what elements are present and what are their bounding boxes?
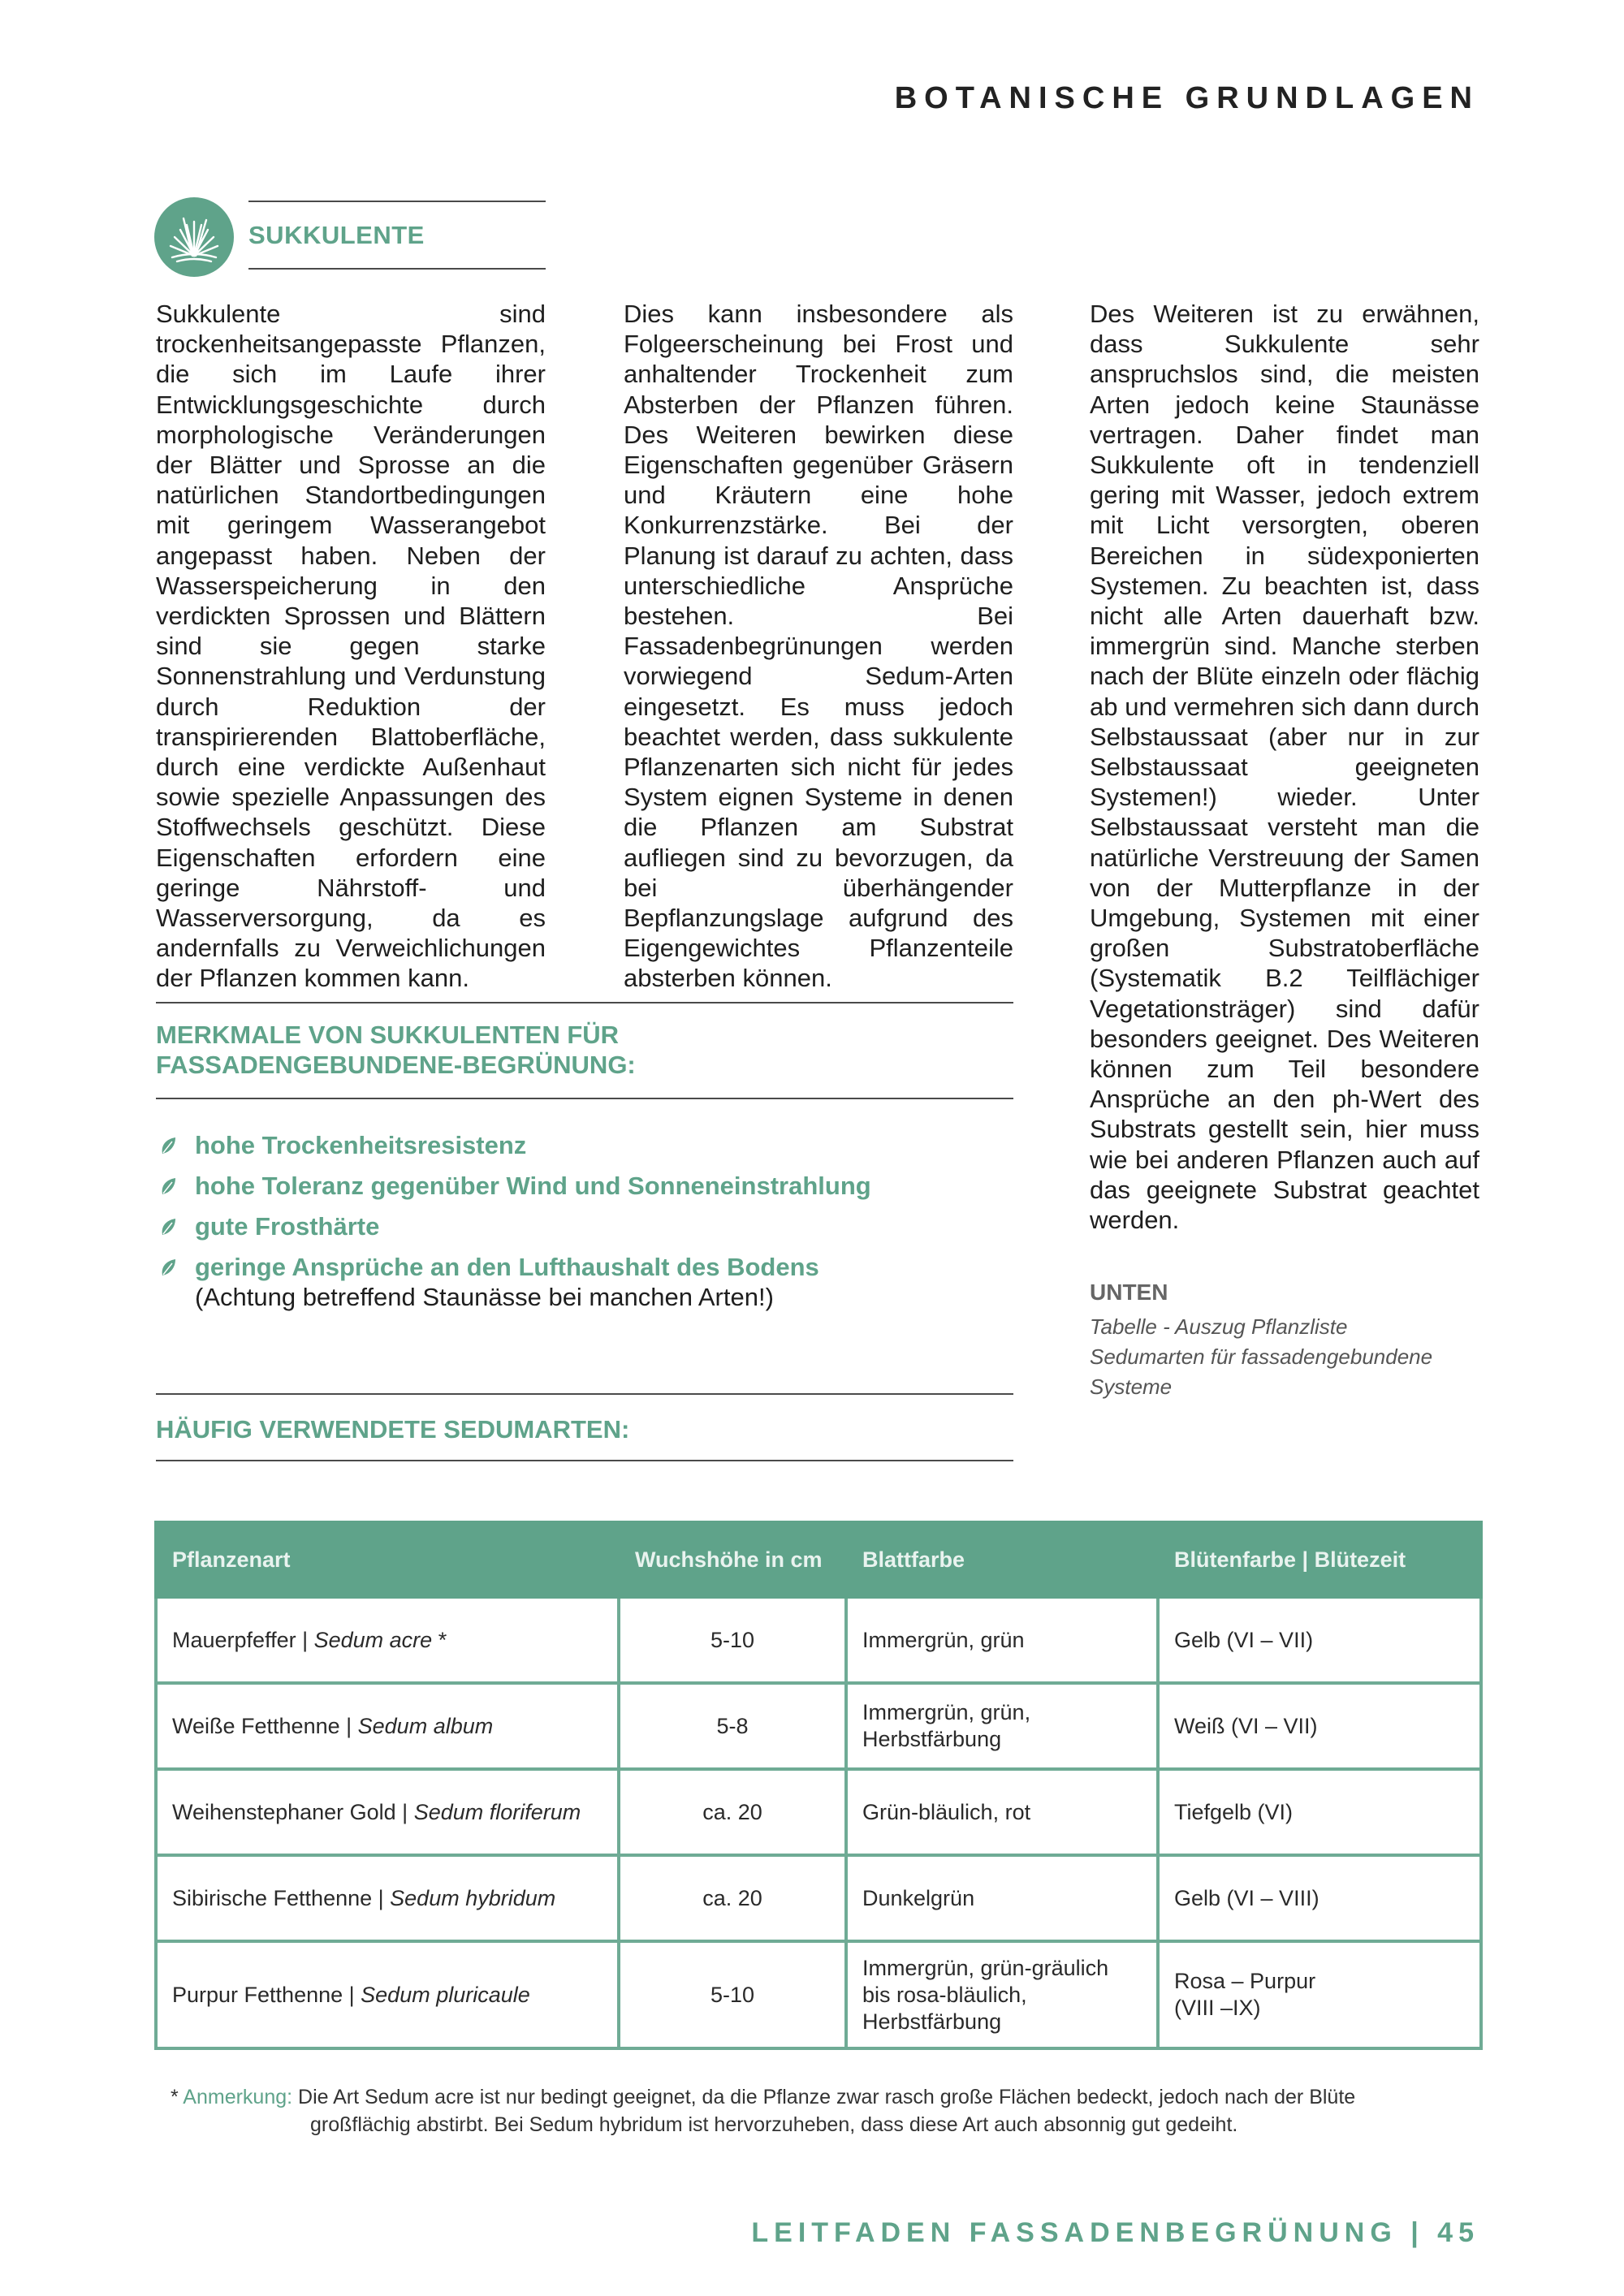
plant-common-name: Weihenstephaner Gold |: [172, 1799, 414, 1824]
leaf-line: Herbstfärbung: [862, 2009, 1002, 2034]
text-column-3: [1090, 299, 1479, 1235]
paragraph-col3: Des Weiteren ist zu erwähnen, dass Sukkulente sehr anspruchslos sind, die meisten Arten jedoch keine Staunässe vertragen. Daher findet man Sukkulente oft in tendenziell gering mit Wasser, jedoch extrem mit Licht versorgten, oberen Bereichen in südexponierten Systemen. Zu beachten ist, dass nicht alle Arten dauerhaft bzw. immergrün sind. Manche sterben nach der Blüte einzeln oder flächig ab und vermehren sich dann durch Selbstaussaat (aber nur in zur Selbstaussaat geeigneten Systemen!) wieder. Unter Selbstaussaat versteht man die natürliche Verstreuung der Samen von der Mutterpflanze in der Umgebung, Systemen mit einer großen Substratoberfläche (Systematik B.2 Teilflächiger Vegetationsträger) sind dafür besonders geeignet. Des Weiteren können zum Teil besondere Ansprüche an den ph-Wert des Substrats gestellt sein, hier muss wie bei anderen Pflanzen auch auf das geeignete Substrat geachtet werden.: [1090, 300, 1479, 1235]
leaf-line: Grün-bläulich, rot: [862, 1799, 1031, 1824]
sedum-heading: HÄUFIG VERWENDETE SEDUMARTEN:: [156, 1415, 630, 1444]
merkmale-heading-line1: MERKMALE VON SUKKULENTEN FÜR: [156, 1021, 620, 1049]
merkmale-heading-line2: FASSADENGEBUNDENE-BEGRÜNUNG:: [156, 1051, 636, 1079]
table-header-cell: Blütenfarbe | Blütezeit: [1158, 1522, 1481, 1597]
table-cell-height: 5-8: [619, 1683, 846, 1769]
sedum-table: [154, 1521, 1483, 2050]
table-cell-bloom: [1158, 1941, 1481, 2048]
leaf-bullet-icon: [159, 1176, 177, 1196]
table-cell-leaf: [846, 1941, 1158, 2048]
leaf-line: Herbstfärbung: [862, 1727, 1002, 1751]
table-cell-bloom: [1158, 1597, 1481, 1683]
text-column-1: [156, 299, 546, 994]
table-cell-leaf: [846, 1683, 1158, 1769]
plant-common-name: Purpur Fetthenne |: [172, 1982, 361, 2007]
page-header-title: BOTANISCHE GRUNDLAGEN: [894, 81, 1479, 115]
leaf-line: Immergrün, grün-gräulich: [862, 1955, 1109, 1980]
sedum-top-rule: [156, 1393, 1013, 1395]
table-header-cell: Wuchshöhe in cm: [619, 1522, 846, 1597]
caption-text: [1090, 1312, 1512, 1402]
text-column-2: [624, 299, 1013, 994]
table-cell-bloom: [1158, 1683, 1481, 1769]
caption-line: Sedumarten für fassadengebundene: [1090, 1344, 1433, 1369]
merkmale-top-rule: [156, 1002, 1013, 1003]
plant-common-name: Weiße Fetthenne |: [172, 1713, 358, 1738]
caption-line: Tabelle - Auszug Pflanzliste: [1090, 1314, 1348, 1339]
section-title: SUKKULENTE: [248, 221, 425, 249]
list-item-text: gute Frosthärte: [195, 1212, 380, 1241]
list-item: [156, 1171, 1017, 1201]
leaf-line: bis rosa-bläulich,: [862, 1982, 1027, 2007]
footnote-line2: großflächig abstirbt. Bei Sedum hybridum ist hervorzuheben, dass diese Art auch absonnig gut gedeiht.: [310, 2113, 1238, 2136]
table-row: [156, 1597, 1481, 1683]
table-row: [156, 1769, 1481, 1855]
table-row: [156, 1855, 1481, 1941]
plant-latin-name: Sedum floriferum: [413, 1799, 581, 1824]
plant-latin-name: Sedum acre: [313, 1627, 433, 1652]
table-footnote: [171, 2083, 1502, 2138]
plant-common-name: Sibirische Fetthenne |: [172, 1885, 391, 1910]
caption-label: UNTEN: [1090, 1280, 1168, 1305]
bloom-line: Rosa – Purpur: [1174, 1969, 1316, 1993]
leaf-line: Immergrün, grün: [862, 1627, 1025, 1652]
succulent-icon: [154, 197, 234, 277]
caption-line: Systeme: [1090, 1375, 1173, 1399]
table-cell-plant: [156, 1769, 619, 1855]
table-cell-plant: [156, 1597, 619, 1683]
footnote-star: *: [171, 2086, 184, 2108]
table-cell-leaf: [846, 1769, 1158, 1855]
table-row: [156, 1683, 1481, 1769]
bloom-line: Tiefgelb (VI): [1174, 1799, 1294, 1824]
list-item-text: geringe Ansprüche an den Lufthaushalt des Bodens: [195, 1253, 819, 1281]
table-cell-leaf: [846, 1597, 1158, 1683]
list-item: [156, 1130, 1017, 1160]
bloom-line: Gelb (VI – VIII): [1174, 1885, 1320, 1910]
paragraph-col1: Sukkulente sind trockenheitsangepasste Pflanzen, die sich im Laufe ihrer Entwicklungsgeschichte durch morphologische Veränderungen der Blätter und Sprosse an die natürlichen Standortbedingungen mit geringem Wasserangebot angepasst haben. Neben der Wasserspeicherung in den verdickten Sprossen und Blättern sind sie gegen starke Sonnenstrahlung und Verdunstung durch Reduktion der transpirierenden Blattoberfläche, durch eine verdickte Außenhaut sowie spezielle Anpassungen des Stoffwechsels geschützt. Diese Eigenschaften erfordern eine geringe Nährstoff- und Wasserversorgung, da es andernfalls zu Verweichlichungen der Pflanzen kommen kann.: [156, 300, 546, 993]
table-cell-height: ca. 20: [619, 1769, 846, 1855]
table-cell-height: 5-10: [619, 1597, 846, 1683]
list-item-note: (Achtung betreffend Staunässe bei manchen Arten!): [195, 1283, 774, 1311]
plant-note-marker: *: [432, 1627, 447, 1652]
plant-latin-name: Sedum album: [357, 1713, 494, 1738]
list-item-text: hohe Toleranz gegenüber Wind und Sonneneinstrahlung: [195, 1172, 871, 1200]
table-cell-plant: [156, 1683, 619, 1769]
section-title-bottom-rule: [248, 268, 546, 270]
plant-latin-name: Sedum hybridum: [390, 1885, 556, 1910]
sedum-bottom-rule: [156, 1460, 1013, 1461]
footnote-label: Anmerkung:: [183, 2086, 293, 2108]
list-item: [156, 1211, 1017, 1241]
table-cell-height: 5-10: [619, 1941, 846, 2048]
list-item-text: hohe Trockenheitsresistenz: [195, 1131, 527, 1159]
paragraph-col2: Dies kann insbesondere als Folgeerscheinung bei Frost und anhaltender Trockenheit zum Absterben der Pflanzen führen. Des Weiteren bewirken diese Eigenschaften gegenüber Gräsern und Kräutern eine hohe Konkurrenzstärke. Bei der Planung ist darauf zu achten, dass unterschiedliche Ansprüche bestehen. Bei Fassadenbegrünungen werden vorwiegend Sedum-Arten eingesetzt. Es muss jedoch beachtet werden, dass sukkulente Pflanzenarten sich nicht für jedes System eignen Systeme in denen die Pflanzen am Substrat aufliegen sind zu bevorzugen, da bei überhängender Bepflanzungslage aufgrund des Eigengewichtes Pflanzenteile absterben können.: [624, 300, 1013, 993]
page-footer: LEITFADEN FASSADENBEGRÜNUNG | 45: [751, 2217, 1479, 2248]
leaf-bullet-icon: [159, 1258, 177, 1277]
table-row: [156, 1941, 1481, 2048]
table-cell-plant: [156, 1941, 619, 2048]
leaf-line: Dunkelgrün: [862, 1885, 975, 1910]
table-cell-height: ca. 20: [619, 1855, 846, 1941]
table-cell-leaf: [846, 1855, 1158, 1941]
table-cell-bloom: [1158, 1855, 1481, 1941]
leaf-bullet-icon: [159, 1136, 177, 1155]
leaf-line: Immergrün, grün,: [862, 1700, 1031, 1724]
list-item: [156, 1252, 1017, 1312]
merkmale-bottom-rule: [156, 1098, 1013, 1099]
footnote-line1: Die Art Sedum acre ist nur bedingt geeignet, da die Pflanze zwar rasch große Flächen bedeckt, jedoch nach der Blüte: [292, 2086, 1356, 2108]
leaf-bullet-icon: [159, 1217, 177, 1236]
merkmale-heading: [156, 1020, 1013, 1080]
bloom-line: (VIII –IX): [1174, 1996, 1261, 2020]
bloom-line: Weiß (VI – VII): [1174, 1713, 1318, 1738]
plant-common-name: Mauerpfeffer |: [172, 1627, 314, 1652]
section-title-top-rule: [248, 201, 546, 202]
plant-latin-name: Sedum pluricaule: [361, 1982, 530, 2007]
table-header-cell: Pflanzenart: [156, 1522, 619, 1597]
table-cell-bloom: [1158, 1769, 1481, 1855]
bloom-line: Gelb (VI – VII): [1174, 1627, 1314, 1652]
table-cell-plant: [156, 1855, 619, 1941]
merkmale-list: [156, 1130, 1017, 1323]
table-header-cell: Blattfarbe: [846, 1522, 1158, 1597]
table-header-row: [156, 1522, 1481, 1597]
